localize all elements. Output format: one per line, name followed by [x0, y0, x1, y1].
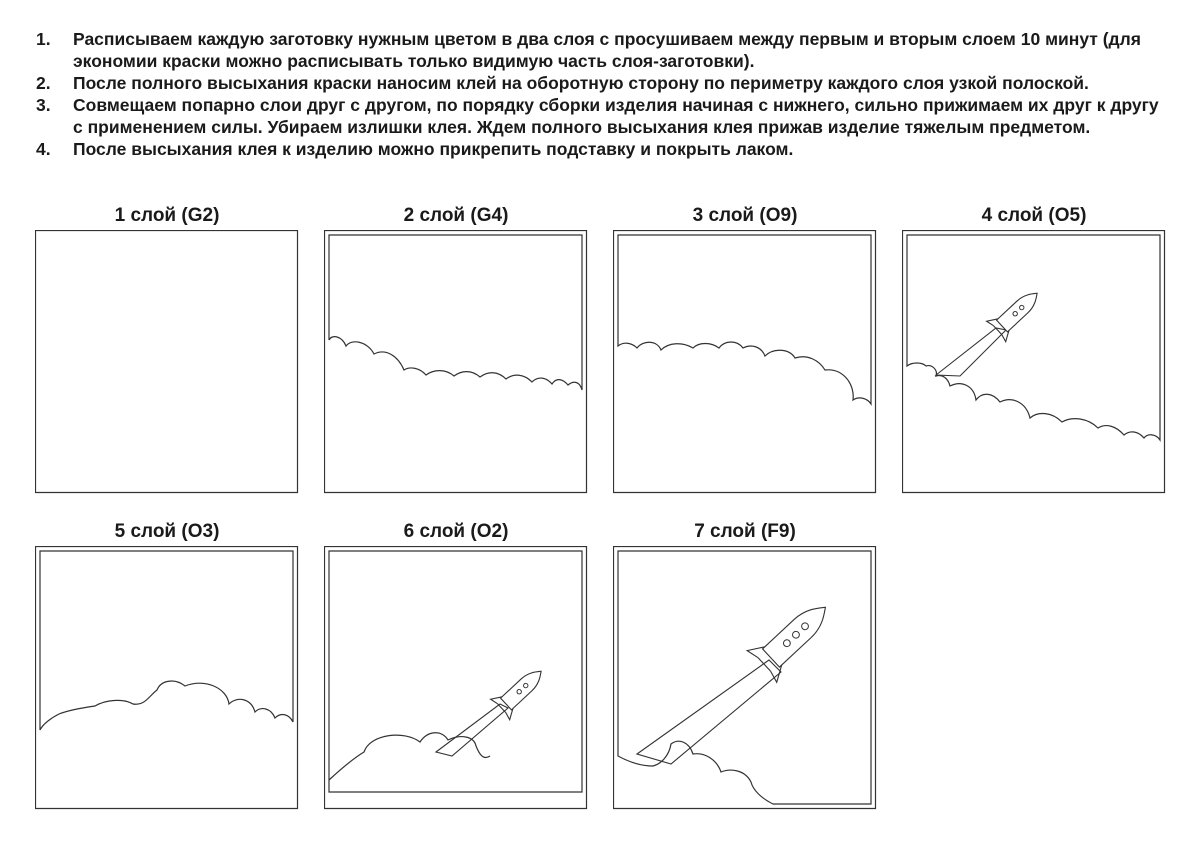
layer-3-outline: [613, 230, 877, 494]
cloud-edge: [329, 235, 582, 390]
layer-frame: [325, 231, 587, 493]
layer-3-title: 3 слой (O9): [692, 205, 798, 226]
instruction-step: [36, 94, 1166, 138]
instruction-list: [36, 28, 1166, 160]
cloud-edge: [40, 551, 293, 730]
layer-frame: [36, 231, 298, 493]
cloud-edge: [618, 235, 871, 404]
layer-frame: [903, 231, 1165, 493]
smoke-trail: [936, 328, 1006, 376]
step-text: Расписываем каждую заготовку нужным цветом в два слоя с просушиваем между первым и вторым слоем 10 минут (для экономии краски можно расписывать только видимую часть слоя-заготовки).: [73, 29, 1141, 71]
smoke-trail: [637, 660, 781, 764]
step-text: После полного высыхания краски наносим клей на оборотную сторону по периметру каждого слоя узкой полоской.: [73, 73, 1089, 93]
layer-6-outline: [324, 546, 588, 810]
layer-5-outline: [35, 546, 299, 810]
layer-frame: [325, 547, 587, 809]
layer-7-outline: [613, 546, 877, 810]
rocket-icon: [747, 591, 840, 682]
cloud-edge: [329, 551, 582, 792]
smoke-trail: [436, 704, 508, 756]
step-text: После высыхания клея к изделию можно прикрепить подставку и покрыть лаком.: [73, 139, 794, 159]
layer-2-title: 2 слой (G4): [403, 205, 509, 226]
layer-6-title: 6 слой (O2): [403, 521, 509, 542]
layer-5-title: 5 слой (O3): [114, 521, 220, 542]
step-number: 2.: [36, 73, 51, 93]
instruction-step: [36, 72, 1166, 94]
step-number: 3.: [36, 95, 51, 115]
step-number: 4.: [36, 139, 51, 159]
layer-4-outline: [902, 230, 1166, 494]
layer-4-title: 4 слой (O5): [981, 205, 1087, 226]
layer-1-outline: [35, 230, 299, 494]
layer-frame: [614, 231, 876, 493]
layer-7-title: 7 слой (F9): [694, 521, 796, 542]
step-number: 1.: [36, 29, 51, 49]
instruction-step: [36, 138, 1166, 160]
instruction-step: [36, 28, 1166, 72]
rocket-icon: [987, 283, 1047, 342]
cloud-edge: [907, 235, 1160, 440]
layer-frame: [36, 547, 298, 809]
layer-1-title: 1 слой (G2): [114, 205, 220, 226]
layer-2-outline: [324, 230, 588, 494]
step-text: Совмещаем попарно слои друг с другом, по порядку сборки изделия начиная с нижнего, сильно прижимаем их друг к другу с применением силы. Убираем излишки клея. Ждем полного высыхания клея прижав изделие тяжелым предметом.: [73, 95, 1159, 137]
rocket-icon: [491, 661, 551, 720]
